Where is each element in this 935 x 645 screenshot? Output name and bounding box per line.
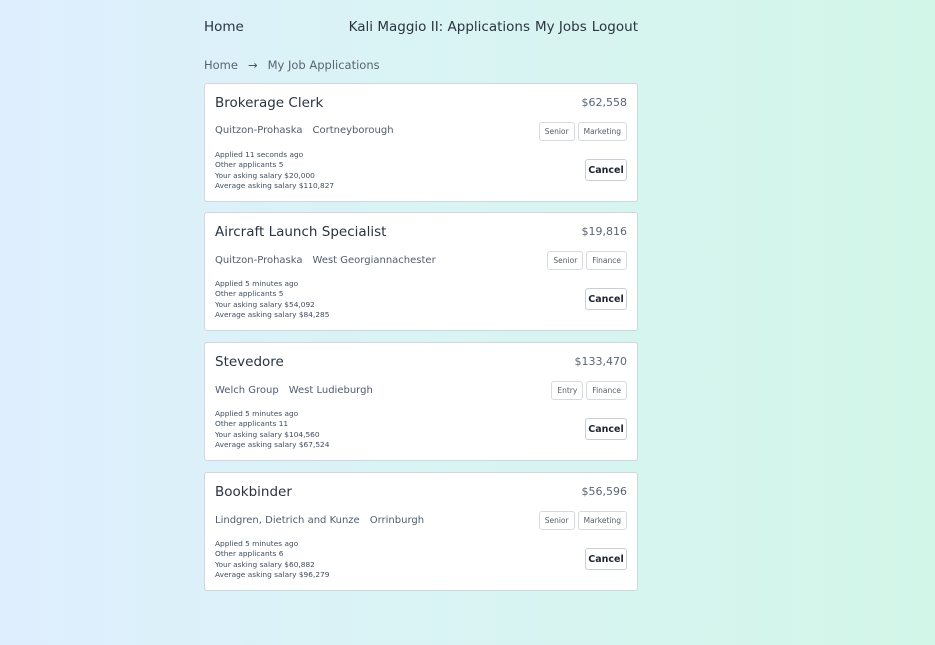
cancel-application-button[interactable]: Cancel — [585, 288, 627, 310]
application-meta — [215, 539, 329, 580]
application-card — [204, 342, 638, 461]
level-badge: Entry — [551, 381, 583, 400]
your-asking-salary: Your asking salary $60,882 — [215, 559, 315, 569]
job-salary: $133,470 — [574, 355, 627, 368]
average-asking-salary: Average asking salary $67,524 — [215, 439, 330, 449]
company-location-row — [215, 385, 373, 396]
job-title: Brokerage Clerk — [215, 95, 324, 111]
other-applicants: Other applicants 11 — [215, 419, 289, 429]
job-location: Cortneyborough — [312, 125, 394, 136]
other-applicants: Other applicants 6 — [215, 549, 284, 559]
job-location: Orrinburgh — [369, 515, 425, 526]
job-salary: $62,558 — [581, 96, 627, 109]
your-asking-salary: Your asking salary $20,000 — [215, 170, 315, 180]
your-asking-salary: Your asking salary $104,560 — [215, 429, 320, 439]
job-tags — [539, 511, 627, 530]
breadcrumb — [204, 58, 380, 72]
cancel-application-button[interactable]: Cancel — [585, 159, 627, 181]
company-name: Quitzon-Prohaska — [215, 255, 303, 266]
applied-time: Applied 5 minutes ago — [215, 409, 299, 418]
level-badge: Senior — [539, 122, 575, 141]
applied-time: Applied 11 seconds ago — [215, 150, 304, 159]
cancel-application-button[interactable]: Cancel — [585, 418, 627, 440]
applied-time: Applied 5 minutes ago — [215, 279, 299, 288]
level-badge: Senior — [539, 511, 575, 530]
other-applicants: Other applicants 5 — [215, 160, 284, 170]
job-location: West Ludieburgh — [288, 385, 373, 396]
application-meta — [215, 279, 329, 320]
job-tags — [547, 251, 627, 270]
applied-time: Applied 5 minutes ago — [215, 539, 299, 548]
category-badge: Marketing — [578, 511, 627, 530]
average-asking-salary: Average asking salary $110,827 — [215, 180, 335, 190]
application-card — [204, 472, 638, 591]
nav-home-link[interactable]: Home — [204, 19, 244, 35]
job-salary: $56,596 — [581, 485, 627, 498]
category-badge: Marketing — [578, 122, 627, 141]
company-name: Lindgren, Dietrich and Kunze — [215, 515, 360, 526]
average-asking-salary: Average asking salary $96,279 — [215, 569, 330, 579]
application-card — [204, 83, 638, 202]
average-asking-salary: Average asking salary $84,285 — [215, 309, 330, 319]
job-salary: $19,816 — [581, 225, 627, 238]
company-location-row — [215, 515, 424, 526]
application-meta — [215, 409, 329, 450]
nav-my-jobs-link[interactable]: My Jobs — [534, 19, 587, 35]
company-location-row — [215, 255, 436, 266]
nav-logout-link[interactable]: Logout — [591, 19, 638, 35]
company-name: Quitzon-Prohaska — [215, 125, 303, 136]
top-nav — [0, 0, 935, 54]
company-location-row — [215, 125, 394, 136]
level-badge: Senior — [547, 251, 583, 270]
company-name: Welch Group — [215, 385, 279, 396]
job-location: West Georgiannachester — [312, 255, 436, 266]
breadcrumb-current: My Job Applications — [267, 58, 380, 72]
nav-user-applications-link[interactable]: Kali Maggio II: Applications — [348, 19, 530, 35]
breadcrumb-home-link[interactable]: Home — [204, 58, 238, 72]
application-meta — [215, 150, 334, 191]
nav-right-group — [349, 19, 638, 35]
job-tags — [539, 122, 627, 141]
job-title: Aircraft Launch Specialist — [215, 224, 387, 240]
category-badge: Finance — [586, 381, 627, 400]
your-asking-salary: Your asking salary $54,092 — [215, 299, 315, 309]
application-card — [204, 212, 638, 331]
job-title: Bookbinder — [215, 484, 292, 500]
cancel-application-button[interactable]: Cancel — [585, 548, 627, 570]
job-tags — [551, 381, 627, 400]
breadcrumb-arrow-icon: → — [247, 58, 258, 72]
category-badge: Finance — [586, 251, 627, 270]
job-title: Stevedore — [215, 354, 284, 370]
other-applicants: Other applicants 5 — [215, 289, 284, 299]
